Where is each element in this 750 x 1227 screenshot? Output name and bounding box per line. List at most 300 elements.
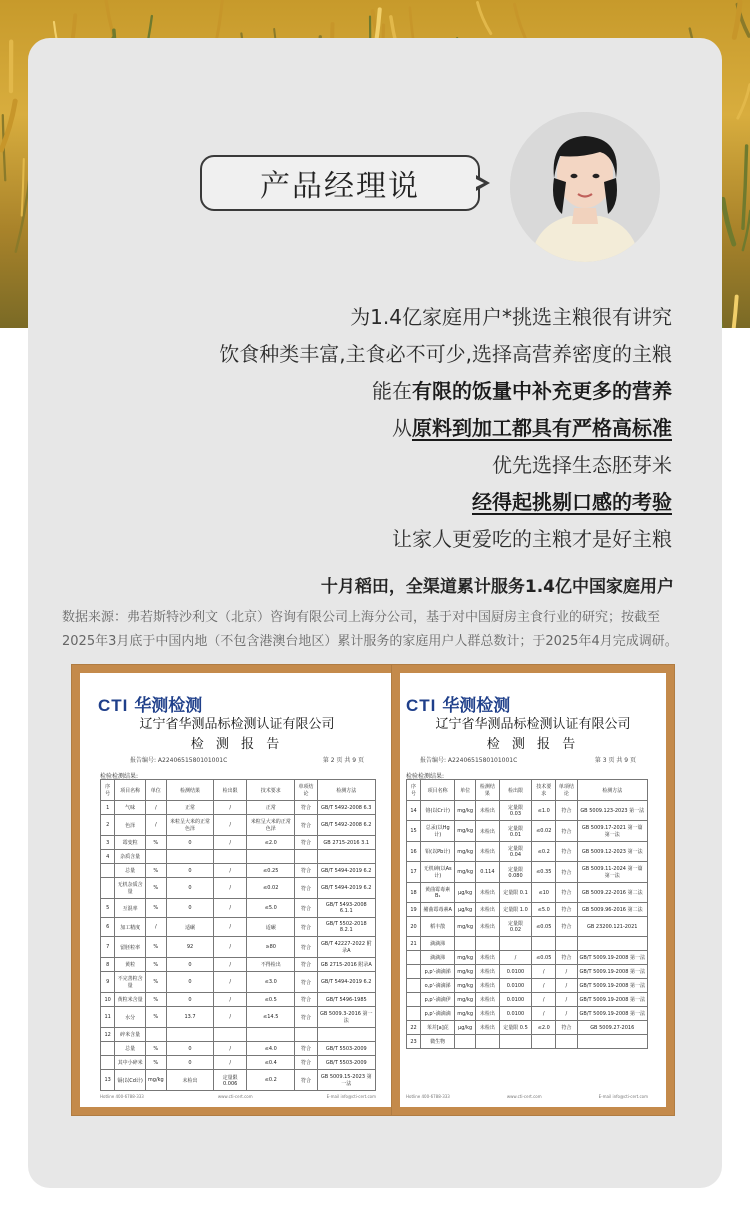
- table-cell: /: [532, 965, 556, 979]
- table-cell: 13: [101, 1070, 115, 1091]
- table-header-cell: 单项结论: [295, 780, 317, 801]
- table-row: [101, 1007, 376, 1028]
- table-cell: /: [532, 979, 556, 993]
- table-cell: %: [145, 836, 166, 850]
- avatar-portrait: [510, 112, 660, 262]
- table-cell: [295, 850, 317, 864]
- table-row: [101, 815, 376, 836]
- table-cell: 未检出: [166, 1070, 214, 1091]
- table-cell: ≤4.0: [247, 1042, 295, 1056]
- table-cell: GB/T 5009.19-2008 第一法: [577, 965, 648, 979]
- table-cell: 符合: [295, 864, 317, 878]
- table-cell: 色泽: [115, 815, 146, 836]
- table-cell: /: [532, 993, 556, 1007]
- table-cell: 定量限 0.01: [499, 821, 532, 842]
- table-cell: 符合: [295, 1007, 317, 1028]
- table-cell: [556, 1035, 577, 1049]
- table-cell: 0.0100: [499, 1007, 532, 1021]
- table-cell: 加工精度: [115, 918, 146, 937]
- table-cell: ≤5.0: [532, 903, 556, 917]
- certificate-meta: 报告编号: A2240651580101001C 第 2 页 共 9 页: [130, 757, 364, 764]
- certificate-footer: Hotline 400-6788-333 www.cti-cert.com E-mail info@cti-cert.com: [100, 1094, 376, 1099]
- table-cell: ≤3.0: [247, 972, 295, 993]
- test-report-certificate: [72, 665, 402, 1115]
- table-row: [407, 842, 648, 862]
- table-cell: GB/T 5494-2019 6.2: [317, 878, 375, 899]
- table-cell: [101, 878, 115, 899]
- table-cell: /: [214, 972, 247, 993]
- table-cell: [101, 1042, 115, 1056]
- table-cell: μg/kg: [455, 883, 476, 903]
- table-cell: /: [556, 979, 577, 993]
- table-cell: /: [145, 815, 166, 836]
- table-cell: 适碾: [166, 918, 214, 937]
- pitch-emphasis: 经得起挑剔口感的考验: [472, 490, 672, 514]
- table-cell: /: [556, 993, 577, 1007]
- table-cell: 符合: [295, 801, 317, 815]
- table-cell: 未检出: [476, 965, 500, 979]
- table-cell: 10: [101, 993, 115, 1007]
- table-cell: 稻丰散: [421, 917, 455, 937]
- table-row: [407, 903, 648, 917]
- table-header-cell: 单位: [145, 780, 166, 801]
- pitch-lines: [112, 300, 672, 559]
- table-row: [407, 937, 648, 951]
- table-cell: 其中小碎米: [115, 1056, 146, 1070]
- table-cell: 未检出: [476, 993, 500, 1007]
- table-cell: [407, 965, 421, 979]
- table-cell: /: [214, 918, 247, 937]
- table-header-cell: 单位: [455, 780, 476, 801]
- table-cell: GB 23200.121-2021: [577, 917, 648, 937]
- table-cell: 滴滴涕: [421, 951, 455, 965]
- table-cell: /: [214, 937, 247, 958]
- table-cell: GB/T 5502-2018 8.2.1: [317, 918, 375, 937]
- table-cell: /: [214, 993, 247, 1007]
- table-cell: 符合: [295, 1070, 317, 1091]
- table-cell: 2: [101, 815, 115, 836]
- table-cell: /: [214, 1042, 247, 1056]
- table-cell: /: [556, 1007, 577, 1021]
- table-row: [101, 993, 376, 1007]
- table-row: [101, 864, 376, 878]
- certificate-section: 检验检测结果:: [406, 773, 445, 780]
- table-cell: 正常: [166, 801, 214, 815]
- table-cell: [101, 1056, 115, 1070]
- table-cell: 苯并[a]芘: [421, 1021, 455, 1035]
- table-cell: [247, 850, 295, 864]
- table-cell: GB/T 5494-2019 6.2: [317, 864, 375, 878]
- table-cell: GB 5009.17-2021 第一篇 第一法: [577, 821, 648, 842]
- table-cell: GB/T 5496-1985: [317, 993, 375, 1007]
- table-cell: ≥80: [247, 937, 295, 958]
- table-cell: 定量限 0.1: [499, 883, 532, 903]
- table-header-cell: 检出限: [499, 780, 532, 801]
- table-cell: [556, 937, 577, 951]
- table-header-cell: 检测方法: [577, 780, 648, 801]
- certificate-company: 辽宁省华测品标检测认证有限公司: [139, 717, 335, 732]
- table-cell: GB 2715-2016 3.1: [317, 836, 375, 850]
- table-cell: ≤0.2: [247, 1070, 295, 1091]
- table-cell: mg/kg: [455, 965, 476, 979]
- table-cell: 符合: [556, 917, 577, 937]
- table-cell: 21: [407, 937, 421, 951]
- table-cell: 0.114: [476, 862, 500, 883]
- table-row: [101, 918, 376, 937]
- table-cell: 未检出: [476, 951, 500, 965]
- table-cell: GB 2715-2016 附录A: [317, 958, 375, 972]
- table-cell: [407, 1007, 421, 1021]
- table-row: [407, 917, 648, 937]
- table-cell: mg/kg: [455, 842, 476, 862]
- table-cell: mg/kg: [455, 1007, 476, 1021]
- table-cell: /: [214, 815, 247, 836]
- table-cell: 符合: [295, 815, 317, 836]
- table-cell: [166, 1028, 214, 1042]
- table-cell: GB/T 5009.19-2008 第一法: [577, 993, 648, 1007]
- table-header-cell: 单项结论: [556, 780, 577, 801]
- table-cell: %: [145, 972, 166, 993]
- table-row: [101, 899, 376, 918]
- table-row: [101, 1056, 376, 1070]
- table-cell: 未检出: [476, 883, 500, 903]
- table-cell: GB 5009.12-2023 第一法: [577, 842, 648, 862]
- table-header-cell: 检出限: [214, 780, 247, 801]
- data-source-note: 数据来源：弗若斯特沙利文（北京）咨询有限公司上海分公司，基于对中国厨房主食行业的研究；按截至2025年3月底于中国内地（不包含港澳台地区）累计服务的家庭用户人群总数计；于2025年4月完成调研。: [62, 610, 678, 649]
- table-row: [407, 993, 648, 1007]
- table-cell: 符合: [556, 862, 577, 883]
- table-cell: 符合: [556, 883, 577, 903]
- table-cell: ≤0.05: [532, 917, 556, 937]
- table-cell: ≤0.05: [532, 951, 556, 965]
- table-cell: 适碾: [247, 918, 295, 937]
- table-cell: 7: [101, 937, 115, 958]
- pitch-line: 能在有限的饭量中补充更多的营养: [372, 379, 672, 403]
- table-row: [101, 801, 376, 815]
- table-cell: 符合: [556, 842, 577, 862]
- table-cell: 符合: [295, 899, 317, 918]
- certificate-section: 检验检测结果:: [100, 773, 139, 780]
- table-cell: /: [214, 899, 247, 918]
- table-cell: 13.7: [166, 1007, 214, 1028]
- table-header-cell: 检测结果: [476, 780, 500, 801]
- table-cell: mg/kg: [145, 1070, 166, 1091]
- table-cell: 正常: [247, 801, 295, 815]
- table-cell: 符合: [295, 918, 317, 937]
- table-cell: 15: [407, 821, 421, 842]
- table-cell: ≤0.2: [532, 842, 556, 862]
- table-cell: [532, 937, 556, 951]
- table-cell: 定量限 0.04: [499, 842, 532, 862]
- table-cell: 1: [101, 801, 115, 815]
- page-title: 产品经理说: [200, 155, 480, 211]
- table-header-cell: 序号: [407, 780, 421, 801]
- table-cell: 8: [101, 958, 115, 972]
- table-cell: /: [145, 801, 166, 815]
- table-header-cell: 项目名称: [421, 780, 455, 801]
- table-cell: 互混率: [115, 899, 146, 918]
- table-cell: ≤2.0: [532, 1021, 556, 1035]
- table-cell: 未检出: [476, 1007, 500, 1021]
- table-cell: 符合: [295, 1042, 317, 1056]
- table-cell: GB/T 5492-2008 6.3: [317, 801, 375, 815]
- table-cell: %: [145, 899, 166, 918]
- table-row: [407, 883, 648, 903]
- table-cell: GB/T 42227-2022 附录A: [317, 937, 375, 958]
- table-cell: 符合: [556, 951, 577, 965]
- table-row: [407, 1007, 648, 1021]
- table-cell: GB 5009.3-2016 第一法: [317, 1007, 375, 1028]
- table-cell: 黄曲霉毒素B₁: [421, 883, 455, 903]
- table-cell: GB/T 5494-2019 6.2: [317, 972, 375, 993]
- table-cell: 未检出: [476, 979, 500, 993]
- table-cell: ≤0.25: [247, 864, 295, 878]
- table-cell: 符合: [295, 972, 317, 993]
- table-cell: ≤14.5: [247, 1007, 295, 1028]
- table-cell: 0: [166, 899, 214, 918]
- table-cell: 气味: [115, 801, 146, 815]
- table-cell: 水分: [115, 1007, 146, 1028]
- table-cell: 符合: [295, 836, 317, 850]
- table-cell: 符合: [295, 937, 317, 958]
- table-cell: μg/kg: [455, 903, 476, 917]
- table-cell: 0: [166, 864, 214, 878]
- table-cell: [101, 864, 115, 878]
- table-cell: 0.0100: [499, 993, 532, 1007]
- table-cell: 0.0100: [499, 965, 532, 979]
- table-cell: [455, 937, 476, 951]
- table-cell: 总量: [115, 864, 146, 878]
- table-cell: 无机杂质含量: [115, 878, 146, 899]
- certificate-page: [80, 673, 394, 1107]
- table-cell: 17: [407, 862, 421, 883]
- table-row: [407, 951, 648, 965]
- table-row: [407, 1035, 648, 1049]
- table-cell: %: [145, 864, 166, 878]
- table-cell: %: [145, 878, 166, 899]
- table-row: [101, 878, 376, 899]
- certificate-page: [400, 673, 666, 1107]
- table-cell: 黄粒米含量: [115, 993, 146, 1007]
- table-row: [407, 979, 648, 993]
- table-cell: GB/T 5009.19-2008 第一法: [577, 1007, 648, 1021]
- table-cell: 定量限 0.006: [214, 1070, 247, 1091]
- table-cell: 铬(以Cr计): [421, 801, 455, 821]
- table-cell: 未检出: [476, 821, 500, 842]
- table-cell: 米粒呈大米的正常色泽: [247, 815, 295, 836]
- table-row: [101, 1070, 376, 1091]
- pitch-line: 让家人更爱吃的主粮才是好主粮: [392, 527, 672, 551]
- certificate-footer: Hotline 400-6788-333 www.cti-cert.com E-mail info@cti-cert.com: [406, 1094, 648, 1099]
- table-cell: 符合: [295, 958, 317, 972]
- table-cell: μg/kg: [455, 1021, 476, 1035]
- table-cell: 滴滴涕: [421, 937, 455, 951]
- table-cell: 未检出: [476, 1021, 500, 1035]
- table-cell: ≤10: [532, 883, 556, 903]
- table-cell: GB 5009.22-2016 第二法: [577, 883, 648, 903]
- table-cell: ≤0.02: [247, 878, 295, 899]
- table-row: [407, 862, 648, 883]
- table-cell: 定量限 0.080: [499, 862, 532, 883]
- table-cell: 6: [101, 918, 115, 937]
- table-cell: [499, 1035, 532, 1049]
- table-cell: /: [214, 958, 247, 972]
- table-cell: GB/T 5503-2009: [317, 1042, 375, 1056]
- table-cell: mg/kg: [455, 821, 476, 842]
- table-cell: 3: [101, 836, 115, 850]
- table-cell: 18: [407, 883, 421, 903]
- table-cell: %: [145, 993, 166, 1007]
- table-cell: 0: [166, 972, 214, 993]
- test-results-table: [100, 779, 376, 1091]
- table-row: [407, 801, 648, 821]
- test-results-table: [406, 779, 648, 1049]
- table-cell: 不完善粒含量: [115, 972, 146, 993]
- table-cell: ≤0.5: [247, 993, 295, 1007]
- table-cell: [247, 1028, 295, 1042]
- table-cell: 符合: [556, 903, 577, 917]
- table-cell: 无机砷(以As计): [421, 862, 455, 883]
- table-row: [101, 1042, 376, 1056]
- table-cell: 总汞(以Hg计): [421, 821, 455, 842]
- table-cell: 定量限 0.5: [499, 1021, 532, 1035]
- certificate-title: 检 测 报 告: [190, 737, 284, 752]
- table-cell: ≤0.4: [247, 1056, 295, 1070]
- pitch-emphasis: 原料到加工都具有严格高标准: [412, 416, 672, 440]
- table-cell: 符合: [295, 878, 317, 899]
- table-cell: /: [556, 965, 577, 979]
- table-cell: [145, 850, 166, 864]
- table-cell: 碎米含量: [115, 1028, 146, 1042]
- table-cell: [407, 951, 421, 965]
- table-cell: ≤0.02: [532, 821, 556, 842]
- table-cell: %: [145, 1056, 166, 1070]
- certificate-company: 辽宁省华测品标检测认证有限公司: [435, 717, 631, 732]
- table-cell: 符合: [295, 1056, 317, 1070]
- table-cell: 0: [166, 1056, 214, 1070]
- table-cell: GB 5009.123-2023 第一法: [577, 801, 648, 821]
- table-cell: /: [499, 951, 532, 965]
- table-row: [407, 965, 648, 979]
- table-cell: GB/T 5493-2008 6.1.1: [317, 899, 375, 918]
- table-cell: [499, 937, 532, 951]
- table-cell: 定量限 1.0: [499, 903, 532, 917]
- table-cell: 留胚粒率: [115, 937, 146, 958]
- table-cell: /: [214, 864, 247, 878]
- table-cell: 符合: [556, 821, 577, 842]
- table-cell: %: [145, 1007, 166, 1028]
- table-cell: [317, 1028, 375, 1042]
- certificate-meta: 报告编号: A2240651580101001C 第 3 页 共 9 页: [420, 757, 636, 764]
- table-row: [101, 850, 376, 864]
- table-cell: /: [214, 1007, 247, 1028]
- table-cell: 符合: [556, 1021, 577, 1035]
- summary-statement: 十月稻田，全渠道累计服务1.4亿中国家庭用户: [320, 577, 674, 597]
- table-cell: [455, 1035, 476, 1049]
- table-cell: 5: [101, 899, 115, 918]
- table-row: [407, 821, 648, 842]
- table-cell: 铅(以Pb计): [421, 842, 455, 862]
- table-row: [101, 1028, 376, 1042]
- table-cell: 总量: [115, 1042, 146, 1056]
- table-cell: mg/kg: [455, 993, 476, 1007]
- table-cell: GB 5009.15-2023 第一法: [317, 1070, 375, 1091]
- table-cell: 0: [166, 958, 214, 972]
- table-cell: 11: [101, 1007, 115, 1028]
- table-cell: p,p'-滴滴滴: [421, 1007, 455, 1021]
- table-cell: [532, 1035, 556, 1049]
- table-header-cell: 检测结果: [166, 780, 214, 801]
- table-cell: GB/T 5503-2009: [317, 1056, 375, 1070]
- pitch-line: 从原料到加工都具有严格高标准: [392, 416, 672, 440]
- table-cell: ≤2.0: [247, 836, 295, 850]
- table-cell: 定量限 0.02: [499, 917, 532, 937]
- table-cell: ≤0.35: [532, 862, 556, 883]
- table-cell: /: [214, 1056, 247, 1070]
- table-cell: 符合: [556, 801, 577, 821]
- table-row: [101, 972, 376, 993]
- table-cell: /: [145, 918, 166, 937]
- table-cell: 霉变粒: [115, 836, 146, 850]
- table-row: [101, 836, 376, 850]
- table-cell: [476, 1035, 500, 1049]
- table-cell: mg/kg: [455, 979, 476, 993]
- table-header-cell: 技术要求: [247, 780, 295, 801]
- table-cell: 不得检出: [247, 958, 295, 972]
- table-row: [101, 937, 376, 958]
- table-cell: 0.0100: [499, 979, 532, 993]
- pitch-line: 为1.4亿家庭用户*挑选主粮很有讲究: [350, 305, 672, 329]
- table-cell: mg/kg: [455, 951, 476, 965]
- table-cell: ≤1.0: [532, 801, 556, 821]
- table-cell: 未检出: [476, 842, 500, 862]
- table-cell: 0: [166, 836, 214, 850]
- table-cell: 22: [407, 1021, 421, 1035]
- certificate-title: 检 测 报 告: [486, 737, 580, 752]
- table-cell: /: [532, 1007, 556, 1021]
- pitch-line: [112, 485, 672, 519]
- table-cell: [407, 993, 421, 1007]
- table-cell: [295, 1028, 317, 1042]
- table-cell: 12: [101, 1028, 115, 1042]
- table-cell: [166, 850, 214, 864]
- table-header-cell: 技术要求: [532, 780, 556, 801]
- table-cell: [407, 979, 421, 993]
- table-cell: [317, 850, 375, 864]
- table-cell: GB/T 5009.19-2008 第一法: [577, 979, 648, 993]
- test-report-certificate: [392, 665, 674, 1115]
- table-cell: [476, 937, 500, 951]
- table-cell: 4: [101, 850, 115, 864]
- table-header-row: [101, 780, 376, 801]
- table-cell: p,p'-滴滴涕: [421, 965, 455, 979]
- table-cell: mg/kg: [455, 917, 476, 937]
- table-cell: mg/kg: [455, 801, 476, 821]
- table-cell: 92: [166, 937, 214, 958]
- table-cell: 赭曲霉毒素A: [421, 903, 455, 917]
- table-cell: GB 5009.27-2016: [577, 1021, 648, 1035]
- table-cell: /: [214, 878, 247, 899]
- pitch-line: 饮食种类丰富,主食必不可少,选择高营养密度的主粮: [219, 342, 672, 366]
- table-cell: GB 5009.11-2024 第一篇 第一法: [577, 862, 648, 883]
- table-cell: [577, 1035, 648, 1049]
- table-cell: /: [214, 836, 247, 850]
- table-cell: %: [145, 958, 166, 972]
- table-cell: GB 5009.96-2016 第二法: [577, 903, 648, 917]
- pitch-emphasis: 有限的饭量中补充更多的营养: [412, 379, 672, 403]
- table-cell: 23: [407, 1035, 421, 1049]
- table-cell: 0: [166, 993, 214, 1007]
